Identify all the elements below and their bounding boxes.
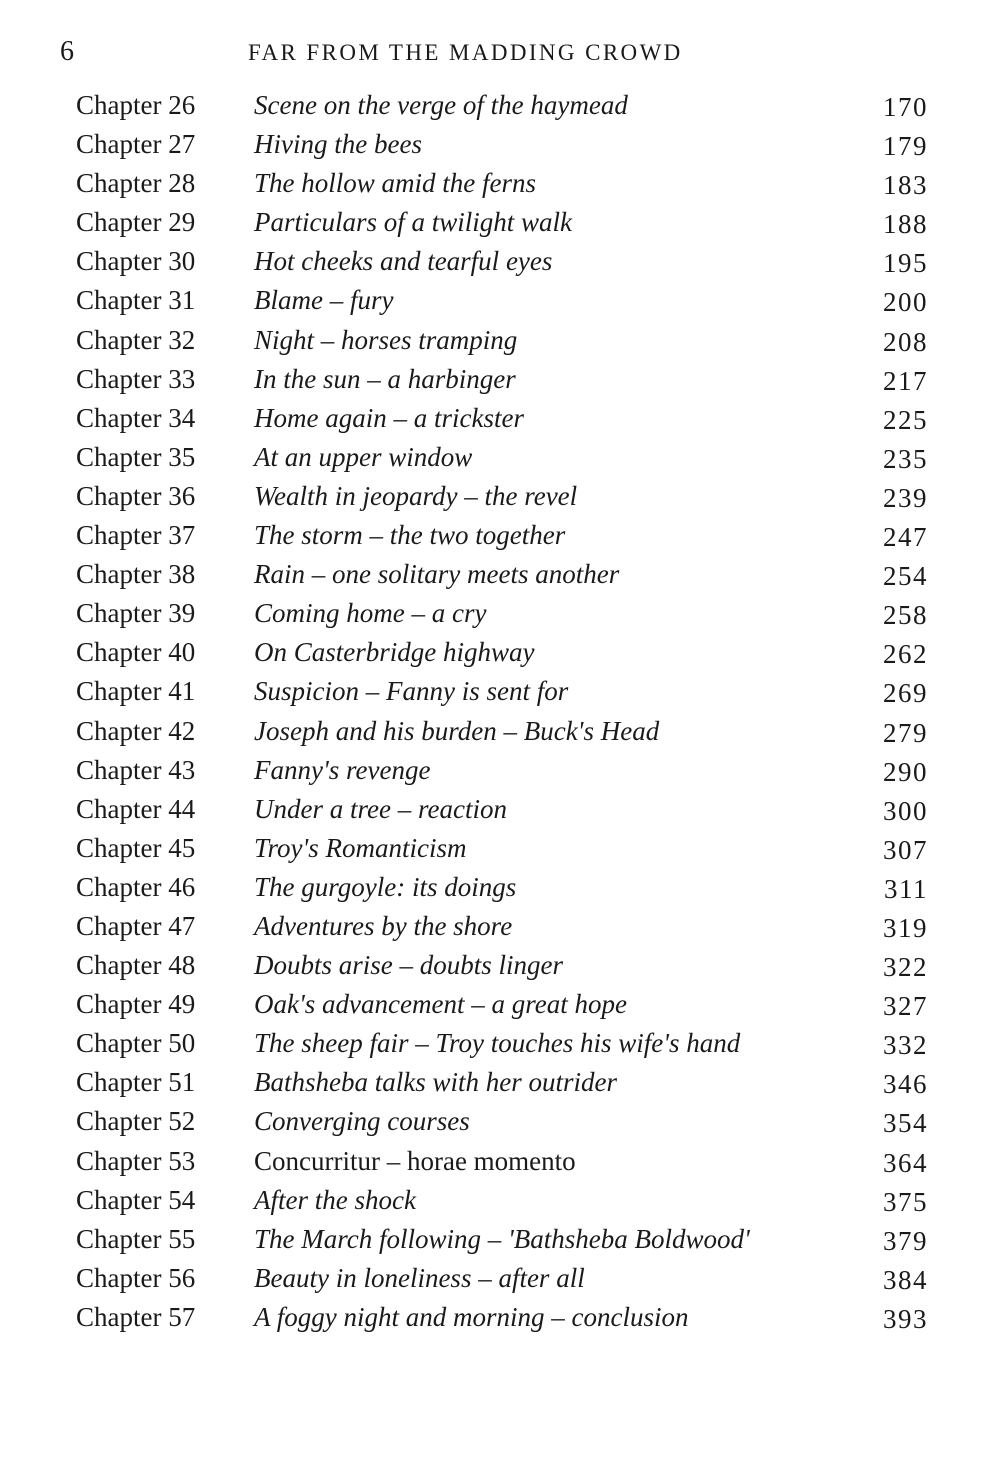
chapter-title: Bathsheba talks with her outrider bbox=[254, 1067, 617, 1098]
chapter-page-number: 258 bbox=[883, 600, 928, 631]
chapter-label: Chapter 36 bbox=[76, 480, 196, 511]
chapter-label: Chapter 46 bbox=[76, 871, 196, 902]
chapter-label: Chapter 41 bbox=[76, 676, 196, 707]
chapter-page-number: 262 bbox=[883, 639, 928, 670]
toc-row bbox=[0, 716, 1000, 755]
chapter-label: Chapter 28 bbox=[76, 168, 196, 199]
chapter-title: Hot cheeks and tearful eyes bbox=[254, 246, 553, 277]
chapter-page-number: 384 bbox=[883, 1264, 928, 1295]
chapter-label: Chapter 33 bbox=[76, 363, 196, 394]
chapter-title: Coming home – a cry bbox=[254, 598, 487, 629]
chapter-label: Chapter 48 bbox=[76, 950, 196, 981]
chapter-label: Chapter 34 bbox=[76, 402, 196, 433]
toc-row bbox=[0, 129, 1000, 168]
toc-row bbox=[0, 285, 1000, 324]
chapter-label: Chapter 32 bbox=[76, 324, 196, 355]
chapter-label: Chapter 31 bbox=[76, 285, 196, 316]
toc-row bbox=[0, 598, 1000, 637]
chapter-page-number: 225 bbox=[883, 404, 928, 435]
toc-row bbox=[0, 559, 1000, 598]
chapter-title: Particulars of a twilight walk bbox=[254, 207, 573, 238]
chapter-page-number: 375 bbox=[883, 1186, 928, 1217]
toc-row bbox=[0, 1302, 1000, 1341]
chapter-label: Chapter 39 bbox=[76, 598, 196, 629]
chapter-title: The gurgoyle: its doings bbox=[254, 871, 517, 902]
chapter-title: Rain – one solitary meets another bbox=[254, 559, 620, 590]
chapter-label: Chapter 56 bbox=[76, 1262, 196, 1293]
chapter-title: Home again – a trickster bbox=[254, 402, 524, 433]
toc-row bbox=[0, 520, 1000, 559]
chapter-label: Chapter 57 bbox=[76, 1301, 196, 1332]
chapter-label: Chapter 26 bbox=[76, 90, 196, 120]
toc-row bbox=[0, 637, 1000, 676]
toc-row bbox=[0, 90, 1000, 129]
chapter-page-number: 183 bbox=[883, 170, 928, 201]
toc-row bbox=[0, 911, 1000, 950]
chapter-title: In the sun – a harbinger bbox=[254, 363, 516, 394]
chapter-title: Suspicion – Fanny is sent for bbox=[254, 676, 569, 707]
chapter-title: The hollow amid the ferns bbox=[254, 168, 536, 199]
chapter-page-number: 290 bbox=[883, 756, 928, 787]
toc-row bbox=[0, 1146, 1000, 1185]
chapter-label: Chapter 38 bbox=[76, 559, 196, 590]
toc-row bbox=[0, 168, 1000, 207]
chapter-page-number: 346 bbox=[883, 1069, 928, 1100]
chapter-label: Chapter 30 bbox=[76, 246, 196, 277]
chapter-label: Chapter 29 bbox=[76, 207, 196, 238]
toc-row bbox=[0, 950, 1000, 989]
chapter-title: Under a tree – reaction bbox=[254, 793, 507, 824]
chapter-page-number: 379 bbox=[883, 1225, 928, 1256]
chapter-title: Converging courses bbox=[254, 1106, 470, 1137]
chapter-title: After the shock bbox=[254, 1184, 416, 1215]
chapter-page-number: 188 bbox=[883, 209, 928, 240]
chapter-page-number: 217 bbox=[883, 365, 928, 396]
chapter-page-number: 300 bbox=[883, 795, 928, 826]
chapter-label: Chapter 45 bbox=[76, 832, 196, 863]
chapter-page-number: 332 bbox=[883, 1030, 928, 1061]
toc-row bbox=[0, 1185, 1000, 1224]
toc-row bbox=[0, 1106, 1000, 1145]
toc-row bbox=[0, 1067, 1000, 1106]
chapter-title: Wealth in jeopardy – the revel bbox=[254, 480, 578, 511]
chapter-title: The sheep fair – Troy touches his wife's hand bbox=[254, 1028, 741, 1059]
chapter-page-number: 322 bbox=[883, 952, 928, 983]
toc-row bbox=[0, 1028, 1000, 1067]
chapter-label: Chapter 51 bbox=[76, 1067, 196, 1098]
chapter-title: The March following – 'Bathsheba Boldwood' bbox=[254, 1223, 750, 1254]
chapter-title: The storm – the two together bbox=[254, 520, 566, 551]
toc-row bbox=[0, 481, 1000, 520]
chapter-label: Chapter 40 bbox=[76, 637, 196, 668]
toc-row bbox=[0, 755, 1000, 794]
chapter-title: Troy's Romanticism bbox=[254, 832, 467, 863]
chapter-title: Hiving the bees bbox=[254, 129, 422, 160]
chapter-label: Chapter 49 bbox=[76, 989, 196, 1020]
chapter-page-number: 239 bbox=[883, 482, 928, 513]
chapter-page-number: 195 bbox=[883, 248, 928, 279]
chapter-page-number: 327 bbox=[883, 991, 928, 1022]
toc-row bbox=[0, 207, 1000, 246]
chapter-page-number: 354 bbox=[883, 1108, 928, 1139]
chapter-label: Chapter 53 bbox=[76, 1145, 196, 1176]
toc-row bbox=[0, 833, 1000, 872]
chapter-page-number: 364 bbox=[883, 1147, 928, 1178]
chapter-title: Fanny's revenge bbox=[254, 754, 431, 785]
chapter-page-number: 247 bbox=[883, 522, 928, 553]
chapter-label: Chapter 27 bbox=[76, 129, 196, 160]
chapter-label: Chapter 44 bbox=[76, 793, 196, 824]
running-head: FAR FROM THE MADDING CROWD bbox=[248, 40, 683, 65]
toc-row bbox=[0, 872, 1000, 911]
chapter-title: Blame – fury bbox=[254, 285, 394, 316]
toc-row bbox=[0, 442, 1000, 481]
chapter-label: Chapter 55 bbox=[76, 1223, 196, 1254]
toc-row bbox=[0, 794, 1000, 833]
chapter-page-number: 208 bbox=[883, 326, 928, 357]
chapter-title: On Casterbridge highway bbox=[254, 637, 535, 668]
chapter-label: Chapter 37 bbox=[76, 520, 196, 551]
chapter-page-number: 319 bbox=[883, 912, 928, 943]
toc-row bbox=[0, 325, 1000, 364]
chapter-label: Chapter 42 bbox=[76, 715, 196, 746]
chapter-page-number: 269 bbox=[883, 678, 928, 709]
toc-row bbox=[0, 403, 1000, 442]
chapter-title: Doubts arise – doubts linger bbox=[254, 950, 564, 981]
chapter-page-number: 393 bbox=[883, 1303, 928, 1334]
chapter-page-number: 279 bbox=[883, 717, 928, 748]
chapter-page-number: 179 bbox=[883, 131, 928, 162]
chapter-title: Adventures by the shore bbox=[254, 910, 513, 941]
chapter-label: Chapter 50 bbox=[76, 1028, 196, 1059]
chapter-title: Oak's advancement – a great hope bbox=[254, 989, 627, 1020]
chapter-page-number: 307 bbox=[883, 834, 928, 865]
table-of-contents bbox=[0, 90, 1000, 1341]
chapter-label: Chapter 47 bbox=[76, 910, 196, 941]
chapter-page-number: 311 bbox=[884, 873, 928, 904]
chapter-label: Chapter 52 bbox=[76, 1106, 196, 1137]
chapter-page-number: 235 bbox=[883, 443, 928, 474]
chapter-page-number: 170 bbox=[883, 92, 928, 122]
chapter-title: Joseph and his burden – Buck's Head bbox=[254, 715, 660, 746]
chapter-page-number: 254 bbox=[883, 561, 928, 592]
chapter-title: Night – horses tramping bbox=[254, 324, 518, 355]
chapter-label: Chapter 54 bbox=[76, 1184, 196, 1215]
toc-row bbox=[0, 1224, 1000, 1263]
toc-row bbox=[0, 1263, 1000, 1302]
chapter-label: Chapter 35 bbox=[76, 441, 196, 472]
chapter-title: Concurritur – horae momento bbox=[254, 1145, 576, 1176]
toc-row bbox=[0, 676, 1000, 715]
toc-row bbox=[0, 989, 1000, 1028]
page-number: 6 bbox=[60, 36, 74, 67]
chapter-label: Chapter 43 bbox=[76, 754, 196, 785]
chapter-title: A foggy night and morning – conclusion bbox=[254, 1301, 689, 1332]
chapter-title: At an upper window bbox=[254, 441, 473, 472]
toc-row bbox=[0, 246, 1000, 285]
chapter-title: Beauty in loneliness – after all bbox=[254, 1262, 585, 1293]
toc-row bbox=[0, 364, 1000, 403]
chapter-page-number: 200 bbox=[883, 287, 928, 318]
chapter-title: Scene on the verge of the haymead bbox=[254, 90, 628, 120]
